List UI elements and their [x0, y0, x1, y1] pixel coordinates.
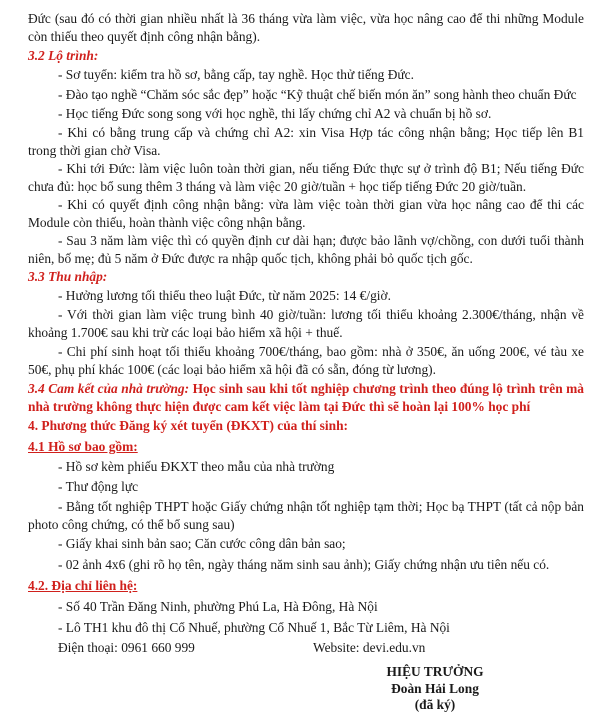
website-link[interactable]: Website: devi.edu.vn — [313, 640, 426, 655]
contact-heading: 4.2. Địa chỉ liên hệ: — [28, 578, 138, 593]
roadmap-item: - Sơ tuyển: kiểm tra hồ sơ, bằng cấp, tay nghề. Học thử tiếng Đức. — [58, 67, 414, 82]
dossier-item: - Hồ sơ kèm phiếu ĐKXT theo mẫu của nhà trường — [58, 459, 335, 474]
roadmap-heading: 3.2 Lộ trình: — [28, 48, 99, 63]
commitment-heading: 3.4 Cam kết của nhà trường: — [28, 381, 190, 396]
commitment-paragraph — [28, 380, 584, 416]
roadmap-item: - Khi có bằng trung cấp và chứng chỉ A2: xin Visa Hợp tác công nhận bằng; Học tiếp lên B1 trong thời gian chờ Visa. — [28, 125, 584, 159]
income-item: - Với thời gian làm việc trung bình 40 giờ/tuần: lương tối thiểu khoảng 2.300€/tháng, nhận về khoảng 1.700€ sau khi trừ các loại bảo hiểm xã hội + thuế. — [28, 307, 584, 341]
signature-title: HIỆU TRƯỞNG — [386, 664, 484, 679]
registration-heading: 4. Phương thức Đăng ký xét tuyển (ĐKXT) của thí sinh: — [28, 418, 348, 433]
dossier-item: - Bằng tốt nghiệp THPT hoặc Giấy chứng nhận tốt nghiệp tạm thời; Học bạ THPT (tất cả nộp bản photo công chứng, có thể bổ sung sau) — [28, 499, 584, 533]
income-item: - Chi phí sinh hoạt tối thiểu khoảng 700€/tháng, bao gồm: nhà ở 350€, ăn uống 200€, vé tàu xe 50€, phụ phí khác 100€ (các loại bảo hiểm xã hội đã có sẵn, đóng từ lương). — [28, 344, 584, 378]
intro-paragraph: Đức (sau đó có thời gian nhiều nhất là 36 tháng vừa làm việc, vừa học nâng cao để thi những Module còn thiếu theo quyết định công nhận bằng). — [28, 11, 584, 45]
roadmap-item: - Sau 3 năm làm việc thì có quyền định cư dài hạn; được bảo lãnh vợ/chồng, con dưới tuổi thành niên, bố mẹ; đủ 5 năm ở Đức được ra nhập quốc tịch, không phải bỏ quốc tịch gốc. — [28, 233, 584, 267]
roadmap-item: - Học tiếng Đức song song với học nghề, thi lấy chứng chỉ A2 và chuẩn bị hồ sơ. — [58, 106, 492, 121]
roadmap-item: - Đào tạo nghề “Chăm sóc sắc đẹp” hoặc “Kỹ thuật chế biến món ăn” song hành theo chuẩn Đức — [58, 87, 577, 102]
roadmap-item: - Khi có quyết định công nhận bằng: vừa làm việc toàn thời gian vừa học nâng cao để thi các Module còn thiếu, hoàn thành việc công nhận bằng. — [28, 197, 584, 231]
commitment-text: Học sinh sau khi tốt nghiệp chương trình theo đúng lộ trình trên mà nhà trường không thực hiện được cam kết việc làm tại Đức thì sẽ hoàn lại 100% học phí — [28, 381, 584, 415]
dossier-item: - Giấy khai sinh bản sao; Căn cước công dân bản sao; — [58, 536, 346, 551]
signature-name: Đoàn Hải Long — [391, 681, 479, 696]
roadmap-item: - Khi tới Đức: làm việc luôn toàn thời gian, nếu tiếng Đức thực sự ở trình độ B1; Nếu tiếng Đức chưa đủ: học bổ sung thêm 3 tháng và làm việc 20 giờ/tuần + học tiếp tiếng Đức 20 giờ/tuần. — [28, 161, 584, 195]
address-line: - Lô TH1 khu đô thị Cổ Nhuế, phường Cổ Nhuế 1, Bắc Từ Liêm, Hà Nội — [58, 620, 450, 635]
dossier-item: - Thư động lực — [58, 479, 139, 494]
dossier-heading: 4.1 Hồ sơ bao gồm: — [28, 439, 138, 454]
dossier-item: - 02 ảnh 4x6 (ghi rõ họ tên, ngày tháng năm sinh sau ảnh); Giấy chứng nhận ưu tiên nếu có. — [58, 557, 550, 572]
address-line: - Số 40 Trần Đăng Ninh, phường Phú La, Hà Đông, Hà Nội — [58, 599, 378, 614]
income-item: - Hưởng lương tối thiểu theo luật Đức, từ năm 2025: 14 €/giờ. — [58, 288, 391, 303]
phone-number: Điện thoại: 0961 660 999 — [58, 640, 195, 655]
signature-status: (đã ký) — [414, 697, 456, 712]
income-heading: 3.3 Thu nhập: — [28, 269, 108, 284]
